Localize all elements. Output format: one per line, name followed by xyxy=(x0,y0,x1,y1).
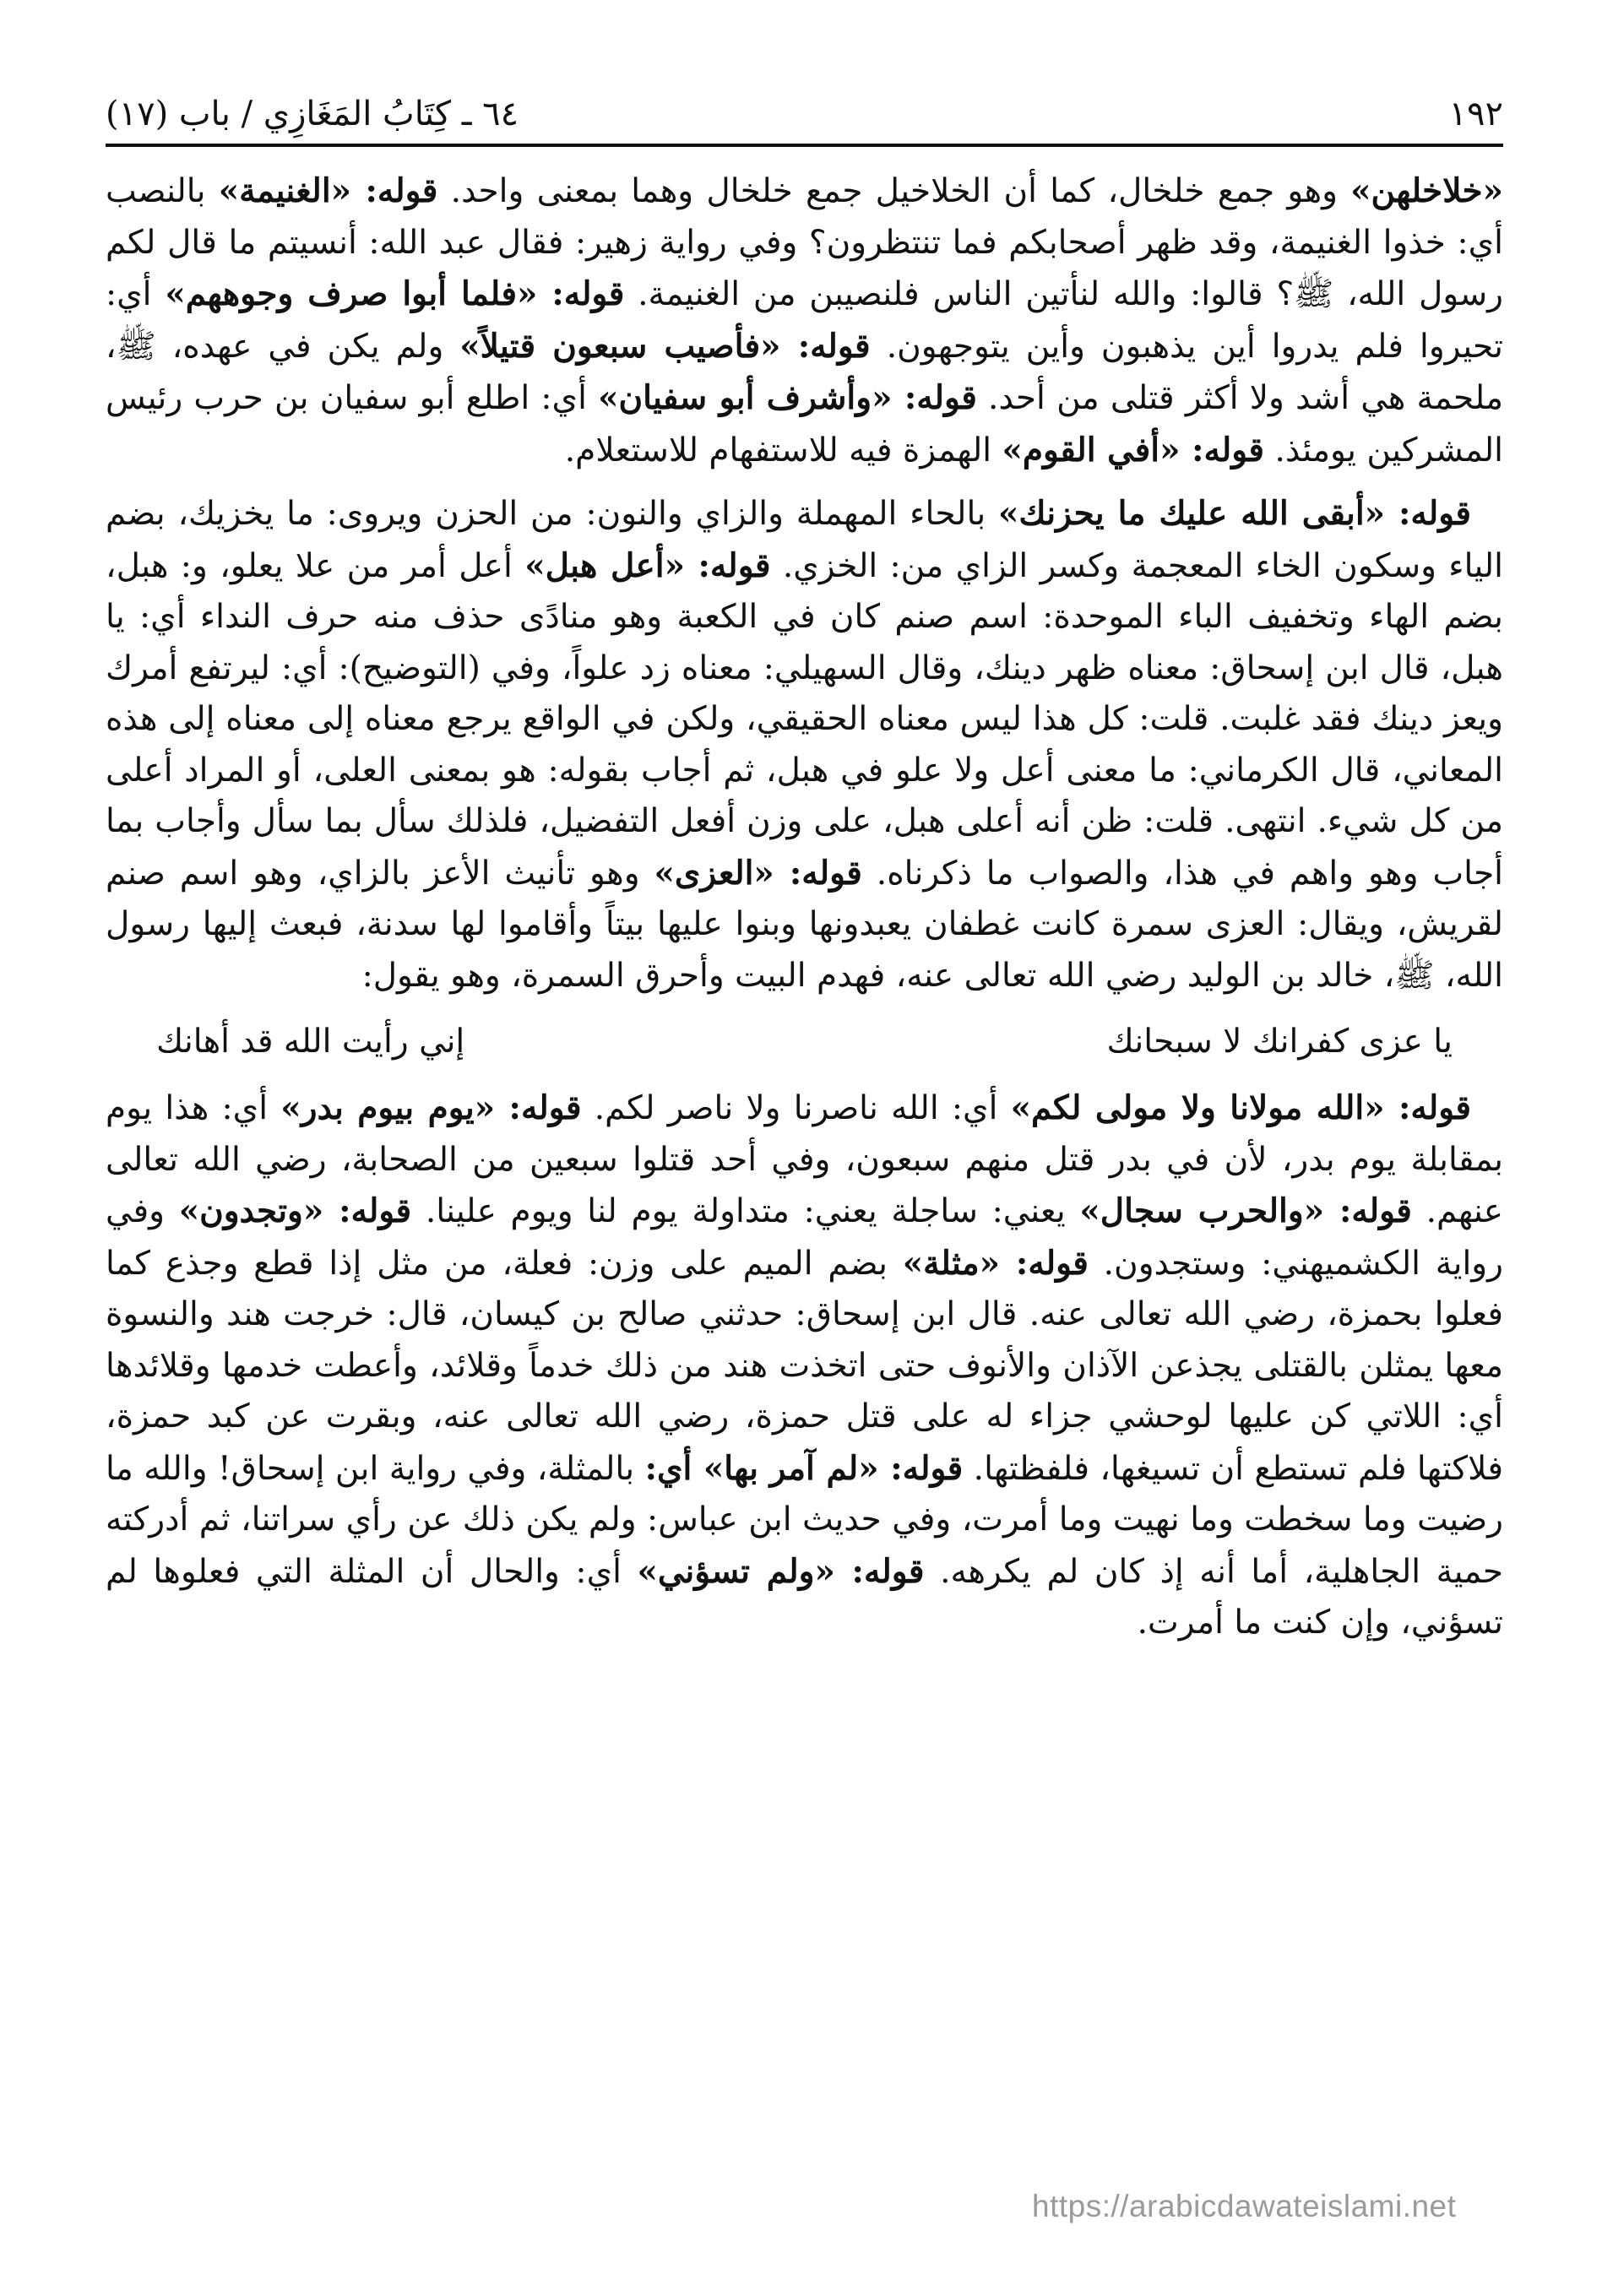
running-header xyxy=(106,84,1503,147)
bold-quote-span: قوله: «مثلة» xyxy=(902,1243,1089,1283)
text-span: الهمزة فيه للاستفهام للاستعلام. xyxy=(564,431,1002,470)
paragraph xyxy=(106,166,1503,476)
text-span: بالحاء المهملة والزاي والنون: من الحزن ويروى: ما يخزيك، بضم الياء وسكون الخاء المعجمة وكسر الزاي من: الخزي. xyxy=(106,495,1504,585)
text-span: أي: والحال أن المثلة التي فعلوها لم تسؤني، وإن كنت ما أمرت. xyxy=(106,1552,1503,1642)
chapter-title: ٦٤ ـ كِتَابُ المَغَازِي / باب (١٧) xyxy=(106,95,519,133)
text-span: أعل أمر من علا يعلو، و: هبل، بضم الهاء وتخفيف الباء الموحدة: اسم صنم كان في الكعبة وهو منادًى حذف منه حرف النداء أي: يا هبل، قال ابن إسحاق: معناه ظهر دينك، وقال السهيلي: معناه زد علواً، وفي (التوضيح): أي: ليرتفع أمرك ويعز دينك فقد غلبت. قلت: كل هذا ليس معناه الحقيقي، ولكن في الواقع يرجع معناه إلى معناه إلى هذه المعاني، قال الكرماني: ما معنى أعل ولا علو في هبل، ثم أجاب بقوله: هو بمعنى العلى، أو المراد أعلى من كل شيء. انتهى. قلت: ظن أنه أعلى هبل، على وزن أفعل التفضيل، فلذلك سأل بما سأل وأجاب بما أجاب وهو واهم في هذا، والصواب ما ذكرناه. xyxy=(106,546,1504,893)
bold-quote-span: قوله: «أفي القوم» xyxy=(1002,430,1265,470)
paragraphs-after-verse xyxy=(106,1083,1503,1649)
bold-quote-span: قوله: «وأشرف أبو سفيان» xyxy=(598,378,977,417)
text-span: وهو تأنيث الأعز بالزاي، وهو اسم صنم لقريش، ويقال: العزى سمرة كانت غطفان يعبدونها وبنوا عليها بيتاً وأقاموا لها سدنة، فبعث إليها رسول الله، ﷺ، خالد بن الوليد رضي الله تعالى عنه، فهدم البيت وأحرق السمرة، وهو يقول: xyxy=(106,854,1503,995)
bold-quote-span: قوله: «لم آمر بها» أي: xyxy=(644,1448,964,1488)
text-span: وفي رواية الكشميهني: وستجدون. xyxy=(106,1192,1503,1283)
text-span: وهو جمع خلخال، كما أن الخلاخيل جمع خلخال وهما بمعنى واحد. xyxy=(437,172,1351,210)
paragraph xyxy=(106,488,1503,1001)
bold-quote-span: قوله: «ولم تسؤني» xyxy=(637,1551,925,1591)
verse-first-hemistich: يا عزى كفرانك لا سبحانك xyxy=(1106,1023,1453,1061)
bold-quote-span: قوله: «أعل هبل» xyxy=(524,546,771,585)
page-number: ١٩٢ xyxy=(1448,95,1503,133)
bold-quote-span: قوله: «العزى» xyxy=(654,853,862,893)
bold-quote-span: قوله: «وتجدون» xyxy=(178,1191,412,1230)
text-span: بالنصب أي: خذوا الغنيمة، وقد ظهر أصحابكم فما تنتظرون؟ وفي رواية زهير: فقال عبد الله: أنسيتم ما قال لكم رسول الله، ﷺ؟ قالوا: والله لنأتين الناس فلنصيبن من الغنيمة. xyxy=(106,172,1503,313)
bold-quote-span: قوله: «والحرب سجال» xyxy=(1079,1191,1412,1230)
verse-second-hemistich: إني رأيت الله قد أهانك xyxy=(156,1023,465,1061)
text-span: ولم يكن في عهده، ﷺ، ملحمة هي أشد ولا أكثر قتلى من أحد. xyxy=(106,327,1503,417)
text-span: أي: الله ناصرنا ولا ناصر لكم. xyxy=(581,1089,1011,1127)
paragraph xyxy=(106,1083,1503,1649)
text-span: أي: تحيروا فلم يدروا أين يذهبون وأين يتوجهون. xyxy=(106,275,1503,366)
bold-quote-span: قوله: «فأصيب سبعون قتيلاً» xyxy=(459,326,871,366)
book-page xyxy=(106,84,1503,2246)
verse-line xyxy=(106,1017,1503,1067)
bold-quote-span: قوله: «الغنيمة» xyxy=(218,171,438,210)
website-watermark[interactable]: https://arabicdawateislami.net xyxy=(1032,2189,1457,2223)
text-span: يعني: ساجلة يعني: متداولة يوم لنا ويوم علينا. xyxy=(411,1192,1080,1230)
bold-quote-span: قوله: «أبقى الله عليك ما يحزنك» xyxy=(998,494,1471,533)
bold-quote-span: قوله: «يوم بيوم بدر» xyxy=(280,1088,582,1127)
bold-quote-span: قوله: «الله مولانا ولا مولى لكم» xyxy=(1010,1088,1471,1127)
text-span: بضم الميم على وزن: فعلة، من مثل إذا قطع وجذع كما فعلوا بحمزة، رضي الله تعالى عنه. قال ابن إسحاق: حدثني صالح بن كيسان، قال: خرجت هند والنسوة معها يمثلن بالقتلى يجذعن الآذان والأنوف حتى اتخذت هند من ذلك خدماً وقلائد، وأعطت خدمها وقلائدها أي: اللاتي كن عليها لوحشي جزاء له على قتل حمزة، رضي الله تعالى عنه، وبقرت عن كبد حمزة، فلاكتها فلم تستطع أن تسيغها، فلفظتها. xyxy=(106,1244,1503,1488)
text-span: بالمثلة، وفي رواية ابن إسحاق! والله ما رضيت وما سخطت وما نهيت وما أمرت، وفي حديث ابن عباس: ولم يكن ذلك عن رأي سراتنا، ثم أدركته حمية الجاهلية، أما أنه إذ كان لم يكرهه. xyxy=(106,1449,1503,1591)
bold-quote-span: «خلاخلهن» xyxy=(1350,171,1503,210)
paragraphs-before-verse xyxy=(106,166,1503,1001)
page-body xyxy=(106,166,1503,1649)
bold-quote-span: قوله: «فلما أبوا صرف وجوههم» xyxy=(165,274,625,313)
text-span: أي: هذا يوم بمقابلة يوم بدر، لأن في بدر قتل منهم سبعون، وفي أحد قتلوا سبعين من الصحابة، رضي الله تعالى عنهم. xyxy=(106,1089,1504,1230)
text-span: أي: اطلع أبو سفيان بن حرب رئيس المشركين يومئذ. xyxy=(106,379,1503,470)
